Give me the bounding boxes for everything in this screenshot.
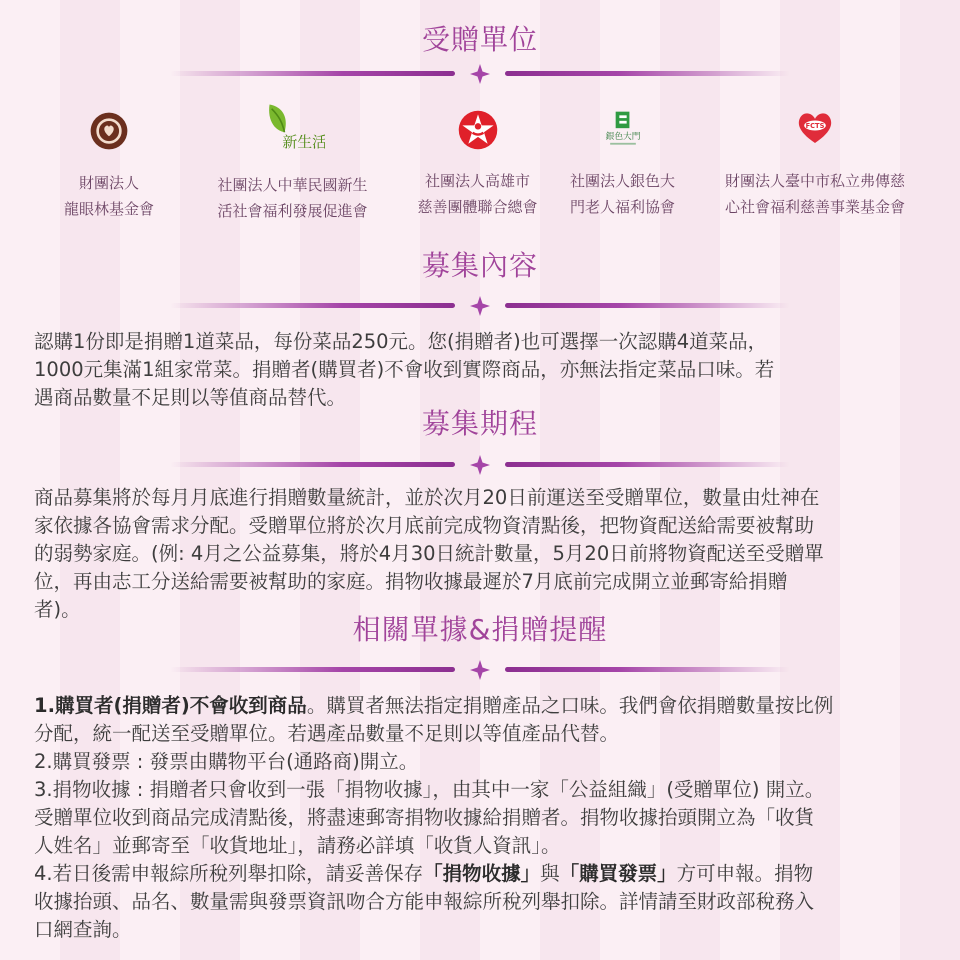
paragraph-line: 受贈單位收到商品完成清點後，將盡速郵寄捐物收據給捐贈者。捐物收據抬頭開立為「收貨 — [34, 806, 815, 829]
diamond-star-icon — [470, 64, 490, 84]
paragraph-line: 商品募集將於每月月底進行捐贈數量統計，並於次月20日前運送至受贈單位，數量由灶神在 — [34, 486, 820, 509]
bold-text: 「購買發票」 — [559, 862, 677, 885]
recipient-org-list — [0, 100, 960, 220]
org-name-line: 活社會福利發展促進會 — [217, 202, 368, 220]
hands-heart-logo-icon — [88, 110, 130, 152]
org-kaohsiung-charity — [400, 100, 555, 220]
section-title-recipients: 受贈單位 — [421, 23, 538, 56]
org-name-line: 慈善團體聯合總會 — [417, 198, 538, 216]
text: 與 — [540, 862, 560, 885]
svg-text:FCTS: FCTS — [805, 122, 825, 130]
bold-text: 「捐物收據」 — [423, 862, 541, 885]
section-title-receipts-reminder: 相關單據&捐贈提醒 — [352, 613, 608, 646]
text: 4.若日後需申報綜所稅列舉扣除，請妥善保存 — [34, 862, 424, 885]
org-name-line: 社團法人高雄市 — [424, 172, 530, 190]
paragraph-line: 口網查詢。 — [34, 918, 132, 941]
paragraph-line: 位，再由志工分送給需要被幫助的家庭。捐物收據最遲於7月底前完成開立並郵寄給捐贈 — [34, 570, 788, 593]
content-paragraph — [34, 328, 926, 412]
paragraph-line: 3.捐物收據 : 捐贈者只會收到一張「捐物收據」，由其中一家「公益組織」(受贈單位) 開立。 — [34, 778, 825, 801]
silver-gate-logo-icon — [601, 108, 645, 152]
paragraph-line: 2.購買發票 : 發票由購物平台(通路商)開立。 — [34, 750, 419, 773]
org-name-line: 心社會福利慈善事業基金會 — [724, 198, 905, 216]
paragraph-line: 1000元集滿1組家常菜。捐贈者(購買者)不會收到實際商品，亦無法指定菜品口味。若 — [34, 358, 775, 381]
text: 。購買者無法指定捐贈產品之口味。我們會依捐贈數量按比例 — [306, 694, 834, 717]
reminder-paragraph — [34, 692, 926, 944]
paragraph-line: 者)。 — [34, 598, 81, 621]
section-divider — [170, 455, 790, 473]
paragraph-line — [34, 692, 926, 720]
section-divider — [170, 64, 790, 82]
section-title-schedule: 募集期程 — [421, 407, 538, 440]
org-name-line: 門老人福利協會 — [569, 198, 675, 216]
text: 方可申報。捐物 — [676, 862, 814, 885]
paragraph-line: 認購1份即是捐贈1道菜品，每份菜品250元。您(捐贈者)也可選擇一次認購4道菜品， — [34, 330, 768, 353]
org-name-line: 龍眼林基金會 — [63, 200, 154, 218]
section-divider — [170, 660, 790, 678]
section-title-content: 募集內容 — [421, 249, 538, 282]
diamond-star-icon — [470, 455, 490, 475]
org-new-life — [195, 100, 390, 224]
paragraph-line: 分配，統一配送至受贈單位。若遇產品數量不足則以等值產品代替。 — [34, 722, 620, 745]
paragraph-line: 家依據各協會需求分配。受贈單位將於次月底前完成物資清點後，把物資配送給需要被幫助 — [34, 514, 815, 537]
section-divider — [170, 296, 790, 314]
bold-text: 1.購買者(捐贈者)不會收到商品 — [34, 694, 307, 717]
org-name-line: 財團法人 — [78, 174, 139, 192]
org-silver-gate — [555, 100, 690, 220]
red-star-person-logo-icon — [456, 108, 500, 152]
org-name-line: 社團法人中華民國新生 — [217, 176, 368, 194]
org-longyanlin — [34, 100, 184, 222]
red-heart-logo-icon — [795, 108, 835, 148]
paragraph-line: 的弱勢家庭。(例: 4月之公益募集，將於4月30日統計數量，5月20日前將物資配送至受贈單 — [34, 542, 824, 565]
svg-text:銀色大門: 銀色大門 — [605, 132, 640, 143]
diamond-star-icon — [470, 296, 490, 316]
svg-text:新生活: 新生活 — [281, 133, 325, 152]
org-fcts — [700, 100, 930, 220]
org-name-line: 財團法人臺中市私立弗傳慈 — [724, 172, 905, 190]
org-name-line: 社團法人銀色大 — [569, 172, 675, 190]
schedule-paragraph — [34, 484, 926, 624]
paragraph-line — [34, 860, 926, 888]
leaf-new-life-logo-icon — [261, 100, 325, 156]
diamond-star-icon — [470, 660, 490, 680]
paragraph-line: 人姓名」並郵寄至「收貨地址」，請務必詳填「收貨人資訊」。 — [34, 834, 561, 857]
paragraph-line: 收據抬頭、品名、數量需與發票資訊吻合方能申報綜所稅列舉扣除。詳情請至財政部稅務入 — [34, 890, 815, 913]
paragraph-line: 遇商品數量不足則以等值商品替代。 — [34, 386, 347, 409]
